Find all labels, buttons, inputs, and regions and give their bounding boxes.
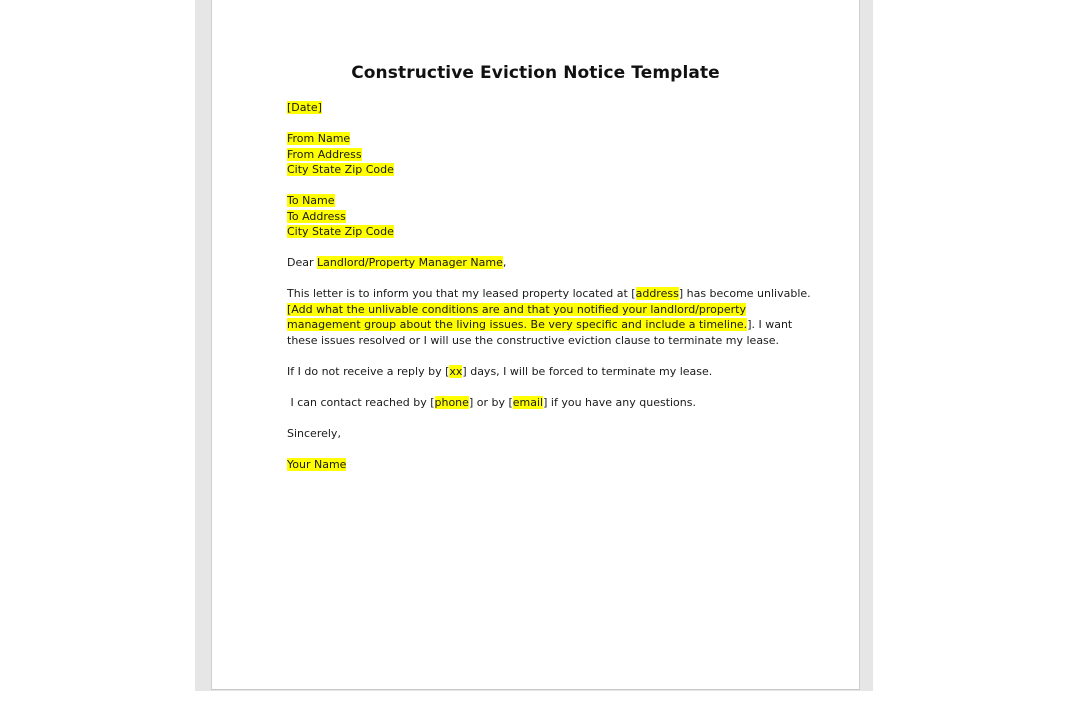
letter-body: [287, 100, 811, 472]
p3-middle: ] or by [: [468, 395, 513, 409]
document-page: [211, 0, 860, 690]
paragraph1-line1: [287, 286, 811, 302]
conditions-placeholder-line2: management group about the living issues. Be very specific and include a timeline.: [287, 318, 748, 331]
from-name-line: [287, 131, 787, 147]
p1-bracket-open: [: [631, 287, 636, 300]
phone-placeholder: phone: [434, 395, 469, 409]
salutation-suffix: ,: [502, 256, 507, 269]
document-viewer: [195, 0, 873, 691]
to-city-placeholder: City State Zip Code: [287, 225, 394, 238]
closing-line: Sincerely,: [287, 426, 341, 440]
salutation-prefix: Dear: [287, 256, 317, 269]
paragraph2: [287, 364, 787, 380]
from-name-placeholder: From Name: [287, 132, 351, 145]
to-name-line: [287, 193, 787, 209]
paragraph1-line4: these issues resolved or I will use the constructive eviction clause to terminate my lease.: [287, 333, 780, 347]
to-address-placeholder: To Address: [287, 209, 346, 223]
email-placeholder: email: [512, 395, 544, 409]
days-placeholder: xx: [449, 364, 463, 378]
recipient-placeholder: Landlord/Property Manager Name: [317, 256, 503, 269]
to-address-line: [287, 209, 787, 225]
signature-line: [287, 457, 787, 473]
to-name-placeholder: To Name: [287, 194, 335, 207]
p3-suffix: ] if you have any questions.: [543, 395, 696, 409]
from-address-placeholder: From Address: [287, 147, 362, 161]
salutation-line: [287, 255, 787, 271]
conditions-placeholder-line1: [Add what the unlivable conditions are and that you notified your landlord/property: [287, 302, 746, 316]
date-placeholder: [Date]: [287, 101, 322, 114]
to-city-line: [287, 224, 787, 240]
p2-suffix: ] days, I will be forced to terminate my lease.: [462, 364, 713, 378]
from-address-line: [287, 147, 787, 163]
address-placeholder: address: [635, 287, 679, 300]
p1-line1-prefix: This letter is to inform you that my leased property located at: [287, 287, 632, 300]
paragraph1-line2: [287, 302, 787, 318]
paragraph3: [287, 395, 787, 411]
p1-line1-suffix: ] has become unlivable.: [678, 287, 811, 300]
paragraph1-line3: [287, 317, 793, 333]
signature-placeholder: Your Name: [287, 457, 347, 471]
p2-prefix: If I do not receive a reply by [: [287, 364, 450, 378]
from-city-line: [287, 162, 787, 178]
p3-prefix: I can contact reached by [: [287, 395, 435, 409]
from-city-placeholder: City State Zip Code: [287, 163, 394, 176]
document-title: Constructive Eviction Notice Template: [351, 63, 720, 83]
date-line: [287, 100, 787, 116]
p1-line3-suffix: ]. I want: [747, 318, 793, 331]
